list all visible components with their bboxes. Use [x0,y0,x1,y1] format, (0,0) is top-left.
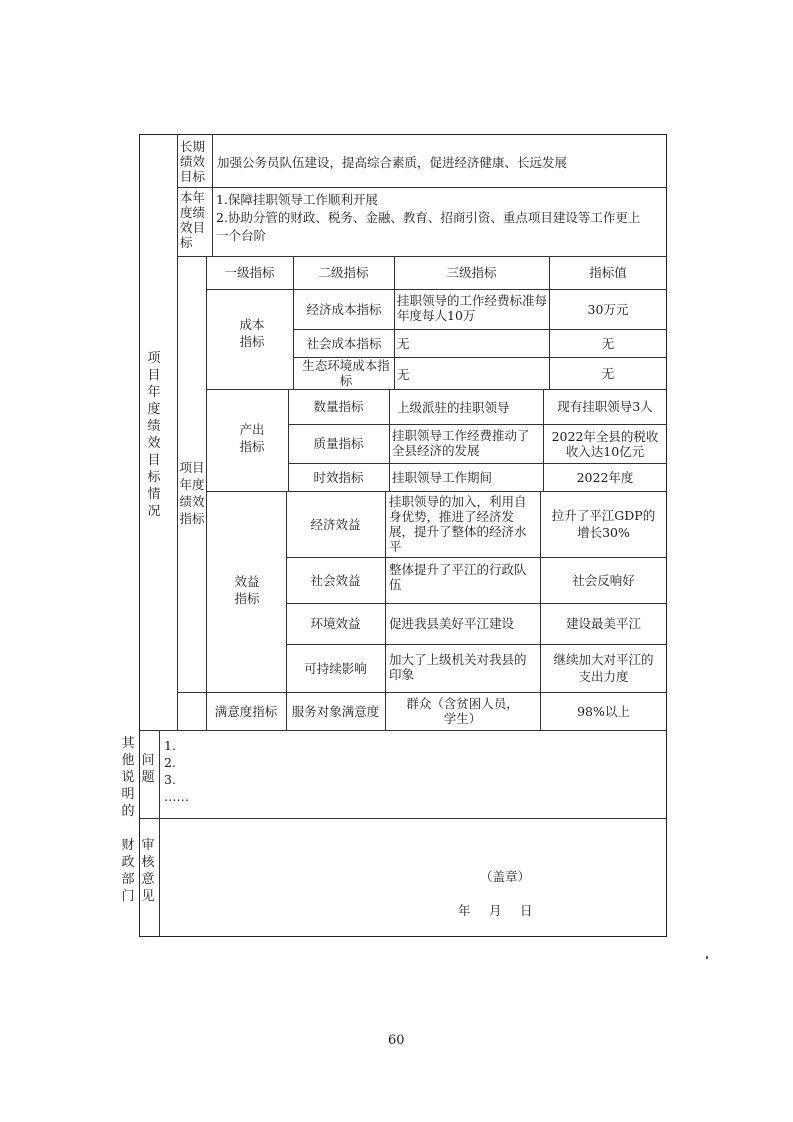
project-section-label: 项目年度绩效目标情况 [147,351,161,519]
header-value: 指标值 [589,265,627,280]
level2-cell: 数量指标 [313,399,364,414]
level1-satisfaction: 满意度指标 [214,703,278,719]
level2-cell: 经济效益 [310,516,361,532]
col-divider [389,389,390,491]
long-term-text: 加强公务员队伍建设，提高综合素质，促进经济健康、长远发展 [217,155,568,170]
level2-cell: 环境效益 [310,616,361,631]
level3-cell: 促进我县美好平江建设 [389,616,515,631]
value-cell: 30万元 [587,301,629,317]
value-cell: 现有挂职领导3人 [557,399,653,414]
long-term-label: 长期绩效目标 [180,139,206,184]
seal-text: （盖章） [480,869,531,884]
note-item-1: 1. [164,738,176,753]
annual-goal-label: 本年度绩效目标 [180,190,206,250]
value-cell: 无 [601,365,615,381]
col-divider [212,134,213,256]
level2-cell: 生态环境成本指标 [302,358,390,388]
other-notes-label: 其他说明的 [121,736,135,819]
annual-goal-line-3: 一个台阶 [216,228,267,243]
level2-cell: 时效指标 [313,469,364,485]
header-level3: 三级指标 [446,265,497,280]
value-cell: 2022年全县的税收收入达10亿元 [551,428,659,459]
level1-benefit: 效益指标 [234,574,260,606]
level3-cell: 上级派驻的挂职领导 [397,400,510,415]
level3-cell: 挂职领导的工作经费标准每年度每人10万 [397,293,548,323]
value-cell: 建设最美平江 [565,616,641,631]
other-notes-label-inner: 问题 [141,753,155,785]
level3-cell: 加大了上级机关对我县的印象 [389,652,527,682]
level1-output: 产出指标 [239,422,265,454]
annual-goal-line-1: 1.保障挂职领导工作顺利开展 [216,192,378,207]
col-divider [177,134,178,730]
value-cell: 无 [601,335,615,351]
level3-cell: 挂职领导工作经费推动了全县经济的发展 [392,428,530,458]
level3-cell: 无 [397,336,410,351]
col-divider [159,730,160,937]
level2-cell: 经济成本指标 [306,301,382,317]
row-divider [177,187,667,188]
value-cell: 社会反响好 [572,572,635,588]
note-item-3: 3. [164,772,176,787]
col-divider [206,256,207,730]
level3-cell: 无 [397,367,410,382]
scan-mark [706,956,708,959]
level2-cell: 可持续影响 [304,660,367,676]
annual-goal-line-2: 2.协助分管的财政、税务、金融、教育、招商引资、重点项目建设等工作更上 [216,210,641,225]
row-divider [139,818,667,819]
page-number: 60 [388,1033,405,1048]
value-cell: 98%以上 [577,703,630,719]
value-cell: 继续加大对平江的支出力度 [553,652,654,684]
value-cell: 2022年度 [576,469,634,485]
level2-cell: 社会成本指标 [306,335,382,351]
indicator-label: 项目年度绩效指标 [179,460,205,526]
header-level1: 一级指标 [224,265,275,280]
level2-cell: 质量指标 [313,436,364,451]
level3-cell: 群众（含贫困人员，学生） [406,696,519,726]
level2-cell: 服务对象满意度 [291,703,380,719]
value-cell: 拉升了平江GDP的增长30% [551,508,656,540]
level3-cell: 挂职领导工作期间 [392,470,493,485]
finance-label: 财政部门 [121,838,135,904]
level2-cell: 社会效益 [310,572,361,588]
note-item-ellipsis: …… [164,789,189,804]
note-item-2: 2. [164,755,176,770]
level3-cell: 整体提升了平江的行政队伍 [389,562,527,592]
level3-cell: 挂职领导的加入，利用自身优势，推进了经济发展，提升了整体的经济水平 [389,494,527,554]
finance-label-inner: 审核意见 [141,838,155,904]
level1-cost: 成本指标 [239,317,265,349]
row-divider [139,730,667,731]
date-text: 年 月 日 [458,903,536,918]
header-level2: 二级指标 [318,265,369,280]
